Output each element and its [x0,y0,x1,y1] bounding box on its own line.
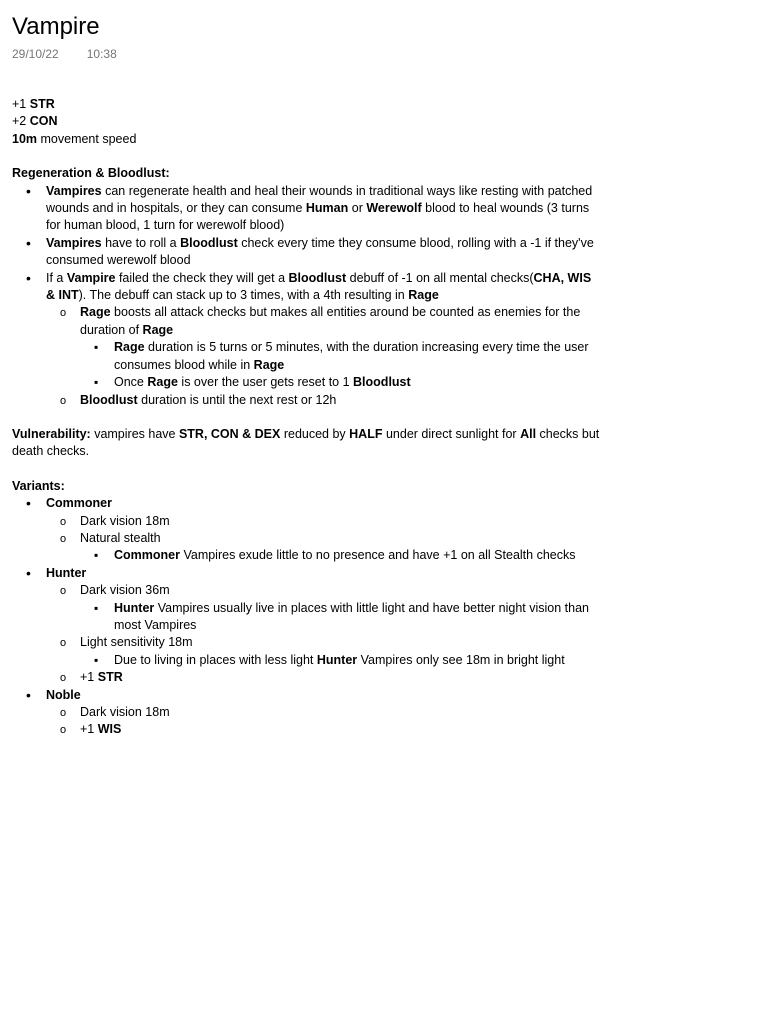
note-body [12,96,602,739]
sub-list [80,600,602,635]
list-item: ▪ Hunter Vampires usually live in places with little light and have better night vision than most Vampires [80,600,602,635]
sub-list [80,652,602,669]
sub-list [46,582,602,686]
regen-heading: Regeneration & Bloodlust: [12,166,170,181]
vulnerability-paragraph: Vulnerability: vampires have STR, CON & DEX reduced by HALF under direct sunlight for All checks but death checks. [12,426,600,459]
page-title: Vampire [12,13,100,40]
list-item: o Dark vision 18m [46,513,602,530]
stat-line: +1 STR [12,97,55,111]
list-item: • Vampires have to roll a Bloodlust check every time they consume blood, rolling with a -1 if they've consumed werewolf blood [12,235,602,270]
variant-hunter: • Hunter o Dark vision 36m ▪ Hunter Vampires usually live in places with little light and have better night vision than most Vampires o Light sensitivity 18m ▪ Due to living in places with less light Hunter Vampires only see 18m in bright light o +1 STR [12,565,602,687]
list-item: ▪ Commoner Vampires exude little to no presence and have +1 on all Stealth checks [80,547,602,564]
stat-list [12,96,602,148]
variants-heading: Variants: [12,478,65,493]
regen-list [12,183,602,409]
variants-list [12,495,602,739]
stat-line: +2 CON [12,114,58,129]
list-item: o +1 STR [46,669,602,686]
note-meta [12,46,756,62]
sub-list [46,704,602,739]
list-item: o Dark vision 36m ▪ Hunter Vampires usually live in places with little light and have better night vision than most Vampires [46,582,602,634]
list-item: ▪ Once Rage is over the user gets reset to 1 Bloodlust [80,374,602,391]
list-item: ▪ Due to living in places with less light Hunter Vampires only see 18m in bright light [80,652,602,669]
note-time: 10:38 [86,47,117,61]
note-date: 29/10/22 [12,47,59,61]
stat-line: 10m movement speed [12,131,137,146]
list-item: o Dark vision 18m [46,704,602,721]
sub-list [46,304,602,408]
sub-list [46,513,602,565]
list-item: • If a Vampire failed the check they will get a Bloodlust debuff of -1 on all mental checks(CHA, WIS & INT). The debuff can stack up to 3 times, with a 4th resulting in Rage o Rage boosts all attack checks but makes all entities around be counted as enemies for the duration of Rage ▪ Rage duration is 5 turns or 5 minutes, with the duration increasing every time the user consumes blood while in Rage ▪ Once Rage is over the user gets reset to 1 Bloodlust o Bloodlust duration is until the next rest or 12h [12,270,602,409]
list-item: o Light sensitivity 18m ▪ Due to living in places with less light Hunter Vampires only see 18m in bright light [46,634,602,669]
variant-noble: • Noble o Dark vision 18m o +1 WIS [12,687,602,739]
sub-list [80,339,602,391]
list-item: o +1 WIS [46,721,602,738]
list-item: ▪ Rage duration is 5 turns or 5 minutes, with the duration increasing every time the user consumes blood while in Rage [80,339,602,374]
list-item: • Vampires can regenerate health and heal their wounds in traditional ways like resting with patched wounds and in hospitals, or they can consume Human or Werewolf blood to heal wounds (3 turns for human blood, 1 turn for werewolf blood) [12,183,602,235]
list-item: o Bloodlust duration is until the next rest or 12h [46,392,602,409]
list-item: o Rage boosts all attack checks but makes all entities around be counted as enemies for the duration of Rage ▪ Rage duration is 5 turns or 5 minutes, with the duration increasing every time the user consumes blood while in Rage ▪ Once Rage is over the user gets reset to 1 Bloodlust [46,304,602,391]
variant-commoner: • Commoner o Dark vision 18m o Natural stealth ▪ Commoner Vampires exude little to no presence and have +1 on all Stealth checks [12,495,602,565]
sub-list [80,547,602,564]
list-item: o Natural stealth ▪ Commoner Vampires exude little to no presence and have +1 on all Stealth checks [46,530,602,565]
